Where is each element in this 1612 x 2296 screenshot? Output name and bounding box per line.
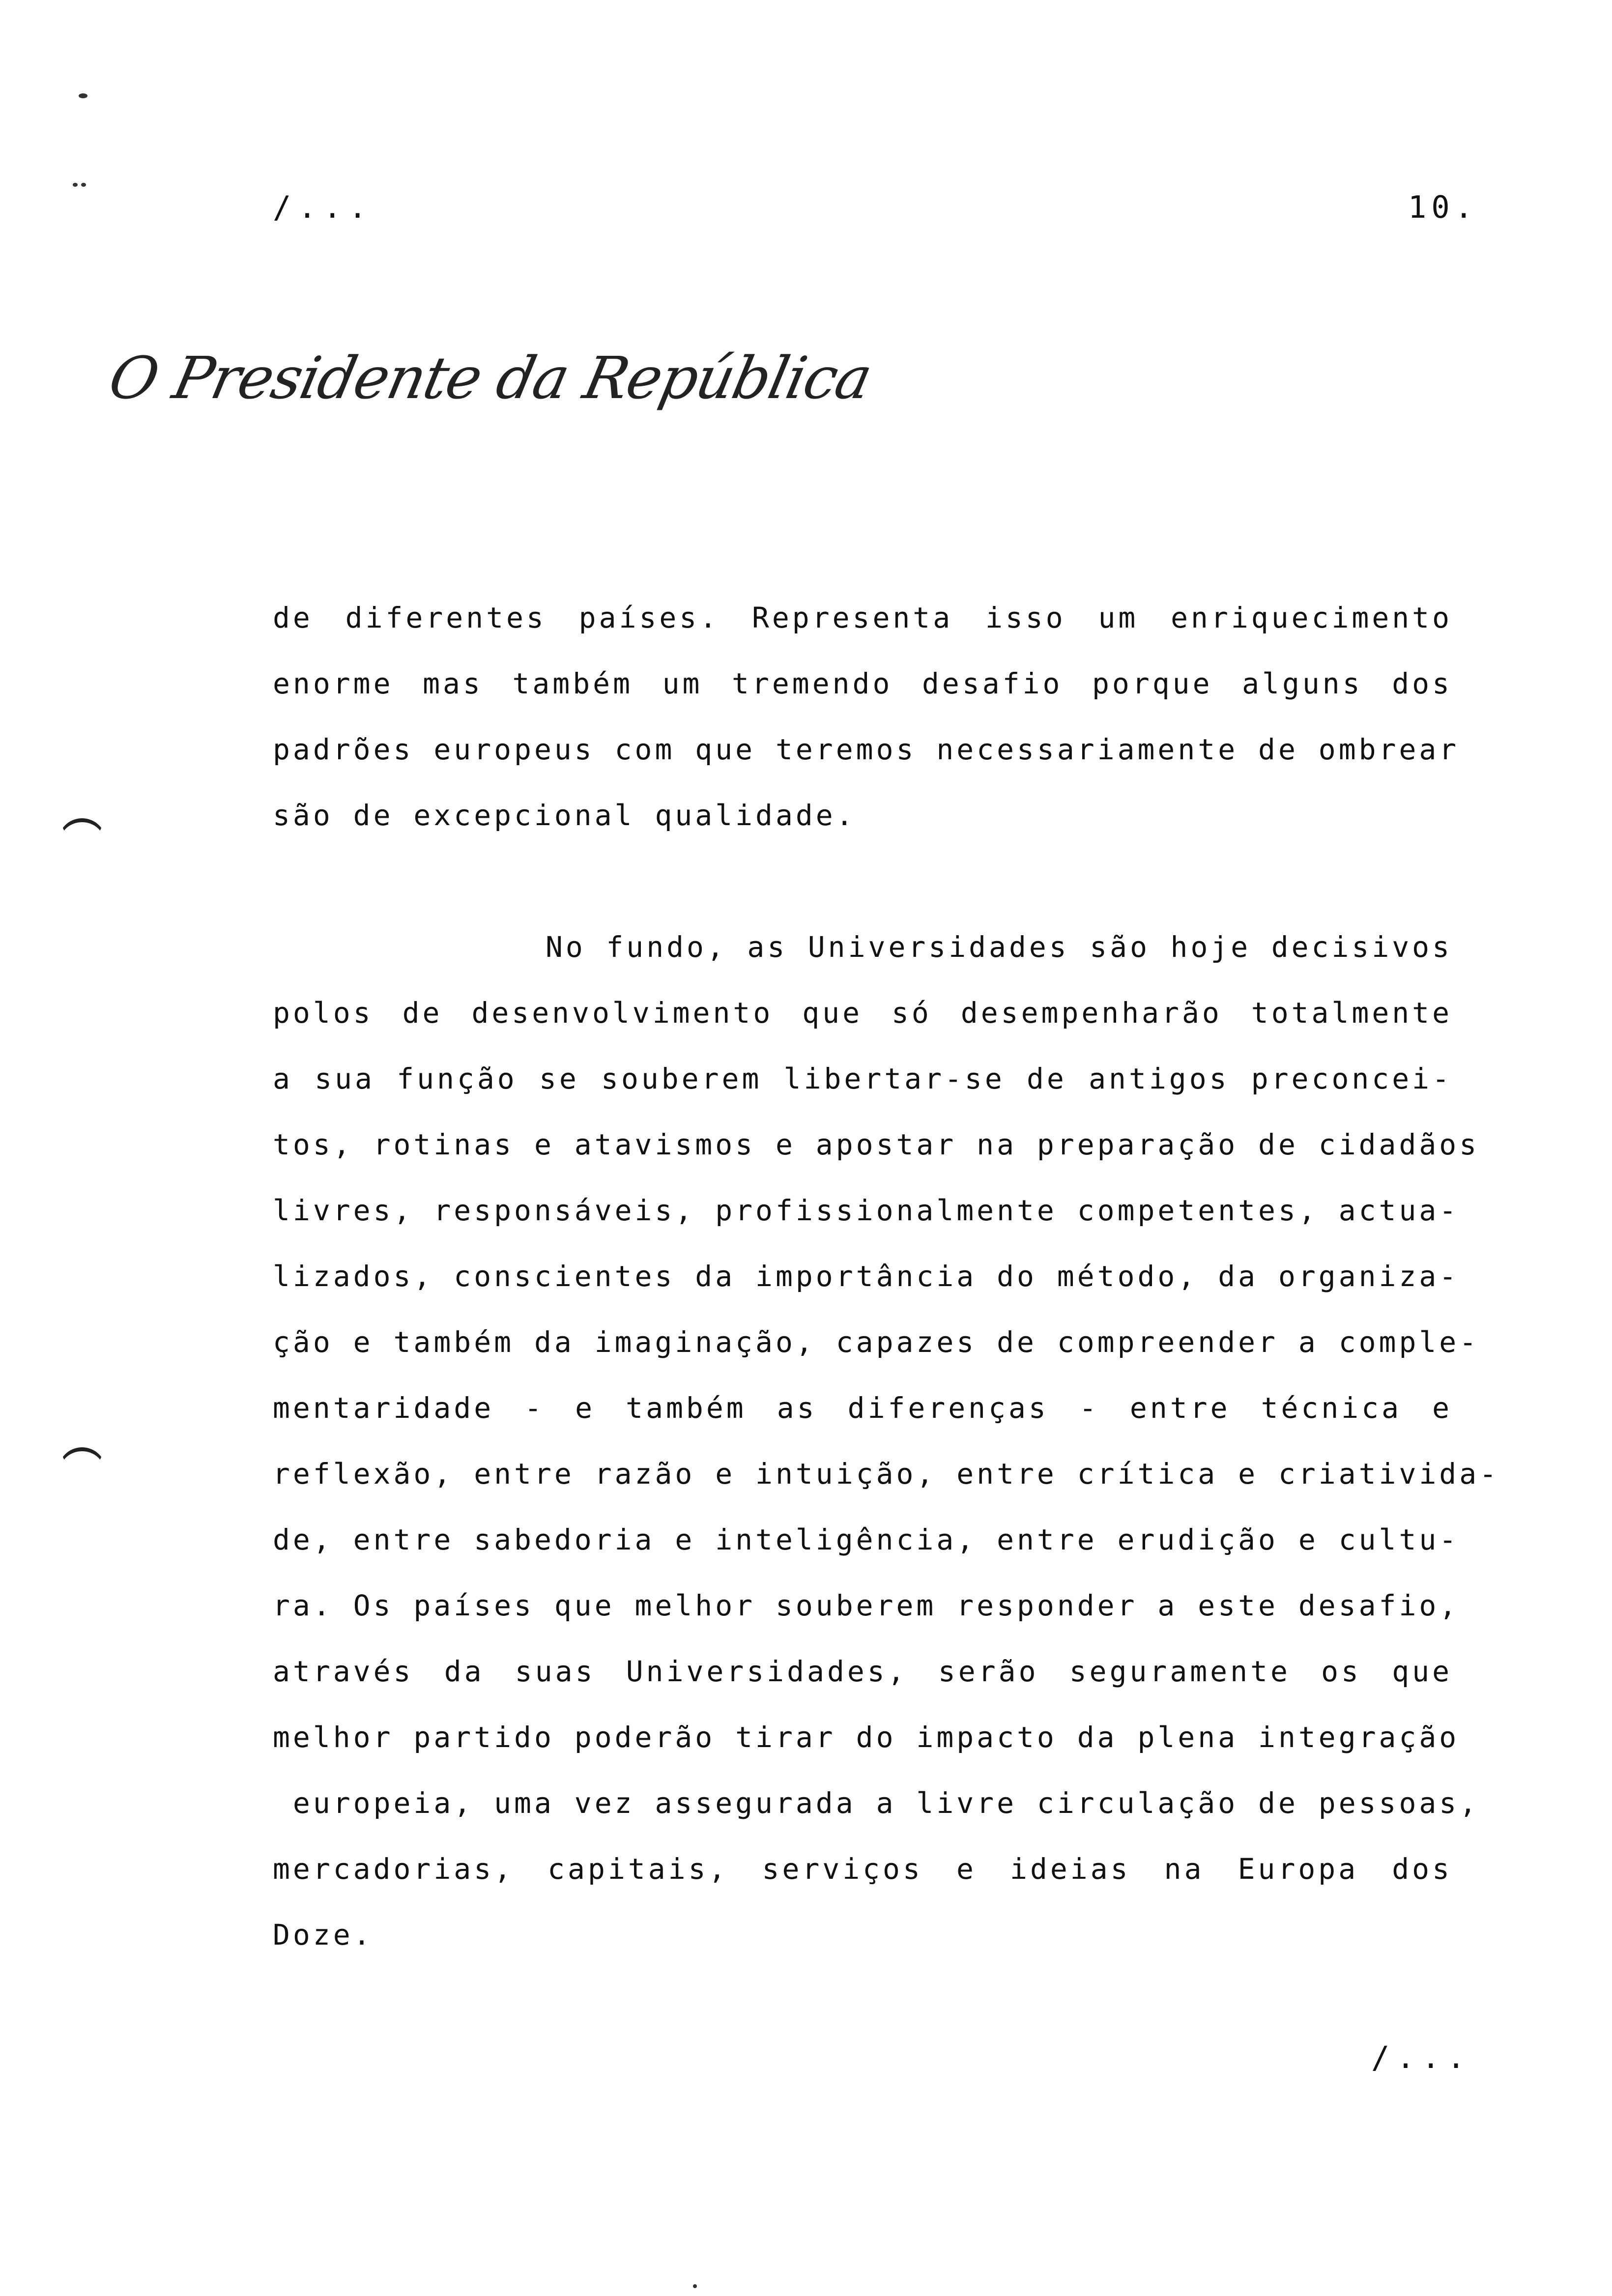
text-line: mercadorias, capitais, serviços e ideias na Europa dos: [273, 1852, 1452, 1886]
scan-speck: [81, 183, 86, 187]
paragraph-gap: [273, 848, 1452, 914]
text-line: Doze.: [273, 1918, 374, 1952]
letterhead: [103, 344, 877, 437]
text-line: de, entre sabedoria e inteligência, entre erudição e cultu-: [273, 1523, 1460, 1556]
punch-hole-mark: [58, 818, 106, 844]
text-line: reflexão, entre razão e intuição, entre crítica e criativida-: [273, 1457, 1500, 1491]
text-line: No fundo, as Universidades são hoje decisivos: [546, 930, 1452, 964]
header-continuation-mark: /...: [273, 189, 374, 225]
text-line: são de excepcional qualidade.: [273, 799, 856, 832]
text-line: através da suas Universidades, serão seguramente os que: [273, 1655, 1452, 1688]
text-line: enorme mas também um tremendo desafio porque alguns dos: [273, 667, 1452, 700]
text-line: polos de desenvolvimento que só desempenharão totalmente: [273, 996, 1452, 1030]
text-line: melhor partido poderão tirar do impacto da plena integração: [273, 1721, 1460, 1754]
text-line: lizados, conscientes da importância do método, da organiza-: [273, 1260, 1460, 1293]
paragraph: [273, 914, 1500, 1968]
text-line: tos, rotinas e atavismos e apostar na preparação de cidadãos: [273, 1128, 1480, 1161]
punch-hole-mark: [58, 1447, 106, 1473]
scan-speck: [79, 93, 87, 98]
text-line: de diferentes países. Representa isso um enriquecimento: [273, 601, 1452, 634]
text-line: padrões europeus com que teremos necessariamente de ombrear: [273, 733, 1460, 766]
text-line: ra. Os países que melhor souberem responder a este desafio,: [273, 1589, 1460, 1622]
text-line: mentaridade - e também as diferenças - entre técnica e: [273, 1391, 1452, 1425]
paragraph: [273, 585, 1460, 848]
text-line: europeia, uma vez assegurada a livre circulação de pessoas,: [273, 1786, 1480, 1820]
body-text: [273, 585, 1500, 1968]
text-line: livres, responsáveis, profissionalmente competentes, actua-: [273, 1194, 1460, 1227]
letterhead-text: O Presidente da República: [103, 344, 877, 412]
footer-continuation-mark: /...: [1371, 2039, 1472, 2075]
scan-speck: [693, 2284, 697, 2288]
text-line: ção e também da imaginação, capazes de compreender a comple-: [273, 1325, 1480, 1359]
scan-speck: [73, 183, 78, 187]
text-line: a sua função se souberem libertar-se de antigos preconcei-: [273, 1062, 1452, 1095]
page-number: 10.: [1408, 189, 1478, 225]
